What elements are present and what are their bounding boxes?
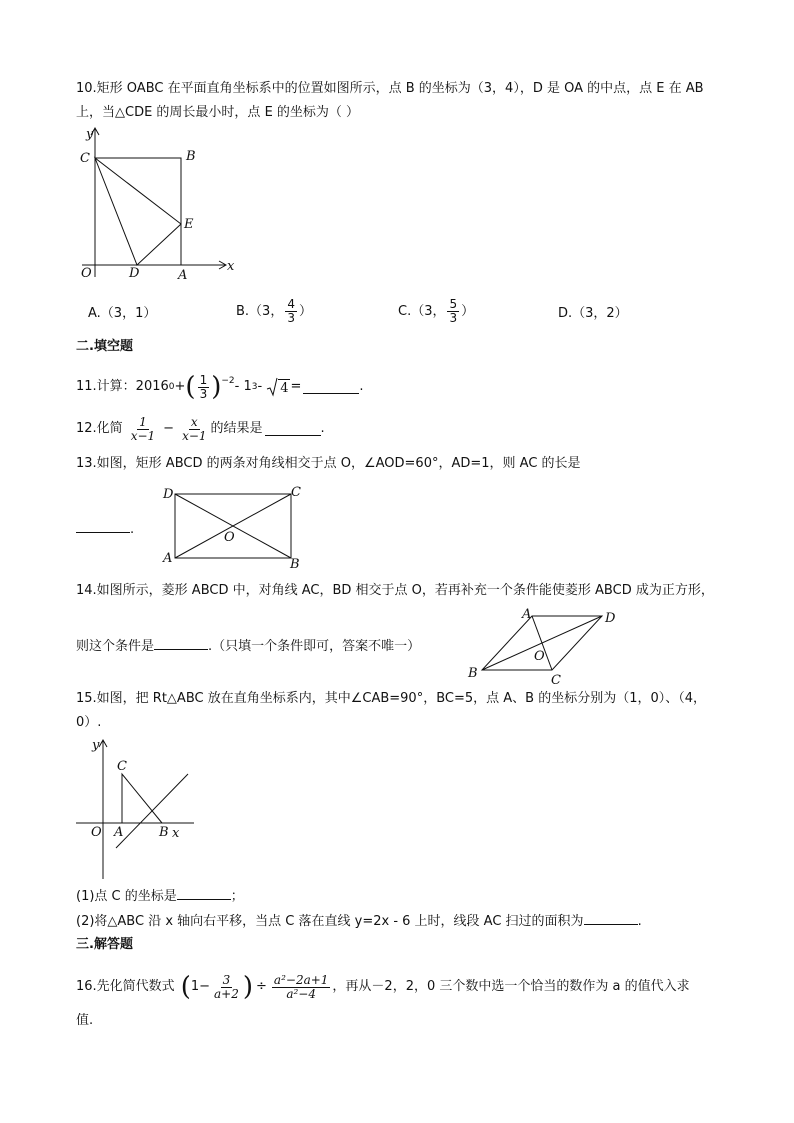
q10-label-y: y [86,127,94,142]
q15-sub1-prefix: (1)点 C 的坐标是 [76,889,177,904]
q10-triangle-cde [95,158,181,265]
q12-line [76,414,325,444]
q16-f1-den: a+2 [214,986,239,1001]
q11-minus2: - [257,379,263,394]
q14-line2-suffix: .（只填一个条件即可，答案不唯一） [208,639,421,654]
q10-option-c-prefix: C.（3， [398,304,446,319]
q10-option-c[interactable] [398,298,474,325]
q12-suffix: 的结果是 [210,421,263,436]
q14-label-D: D [605,611,616,626]
q13-answer-line [76,520,134,539]
q10-option-b[interactable] [236,298,312,325]
q13-label-A: A [163,551,173,566]
q10-option-c-suffix: ） [461,304,475,319]
q13-figure [158,482,308,572]
q16-f2-num: a²−2a+1 [273,972,329,987]
q14-figure [462,604,622,686]
q16-f1-num: 3 [222,972,231,987]
q14-line2-prefix: 则这个条件是 [76,639,155,654]
q10-text-line2: 上，当△CDE 的周长最小时，点 E 的坐标为（ ） [76,105,360,120]
q15-triangle-abc [122,774,162,823]
q15-label-y: y [92,738,100,753]
q15-sub1-suffix: ； [230,889,244,904]
q16-left-paren: ( [180,972,191,1002]
q12-f2-num: x [190,414,198,429]
q14-label-O: O [534,649,545,664]
q12-answer-blank[interactable] [265,423,321,436]
q11-frac-den: 3 [199,386,208,401]
q15-figure [74,734,204,884]
q12-prefix: 12.化简 [76,421,123,436]
q14-text-line1: 14.如图所示，菱形 ABCD 中，对角线 AC，BD 相交于点 O，若再补充一个条件能使菱形 ABCD 成为正方形， [76,583,714,598]
q10-option-c-fraction [447,298,459,325]
q13-text: 13.如图，矩形 ABCD 的两条对角线相交于点 O，∠AOD=60°，AD=1，则 AC 的长是 [76,456,581,471]
q10-label-O: O [81,266,92,281]
q10-option-a[interactable]: A.（3，1） [88,306,157,321]
q13-answer-blank[interactable] [76,520,130,533]
q10-text-line1: 10.矩形 OABC 在平面直角坐标系中的位置如图所示，点 B 的坐标为（3，4），D 是 OA 的中点，点 E 在 AB [76,81,704,96]
q15-sub2-suffix: . [637,914,642,929]
q12-f1-num: 1 [139,414,147,429]
q10-option-b-fraction [285,298,297,325]
q10-label-D: D [129,266,140,281]
q10-label-C: C [80,151,90,166]
q10-label-A: A [178,268,188,283]
q15-sub1-answer-blank[interactable] [177,887,231,900]
section-fill-in-blank-heading: 二.填空题 [76,339,133,354]
q12-minus: − [163,421,175,436]
q14-label-A: A [522,607,532,622]
q11-exp0: 0 [168,382,175,392]
q15-sub2-prefix: (2)将△ABC 沿 x 轴向右平移，当点 C 落在直线 y=2x - 6 上时，线段 AC 扫过的面积为 [76,914,584,929]
q11-exp-neg2: −2 [221,376,235,386]
q10-option-c-num: 5 [449,297,458,311]
q15-label-A: A [114,825,124,840]
q12-f2-den: x−1 [182,428,207,443]
q15-label-C: C [117,759,127,774]
q16-fraction-2 [272,974,331,1001]
q11-sqrt-value: 4 [280,380,289,396]
section-solve-heading: 三.解答题 [76,937,133,952]
q14-answer-blank[interactable] [154,637,208,650]
q15-text-line1: 15.如图，把 Rt△ABC 放在直角坐标系内，其中∠CAB=90°，BC=5，点 A、B 的坐标分别为（1，0）、（4， [76,691,707,706]
q10-label-E: E [184,217,194,232]
q11-minus1: - 1 [234,379,252,394]
q12-fraction-1 [129,416,157,443]
q10-figure [74,124,244,284]
q12-period: . [320,421,325,436]
q16-fraction-1 [212,974,241,1001]
q10-label-B: B [186,149,196,164]
q15-sub2 [76,912,642,931]
q15-sub2-answer-blank[interactable] [584,912,638,925]
q16-f2-den: a²−4 [286,986,316,1001]
q10-option-b-num: 4 [287,297,295,311]
q10-option-b-prefix: B.（3， [236,304,284,319]
q10-option-b-den: 3 [287,311,295,325]
q15-label-O: O [91,825,102,840]
sqrt-icon [266,377,278,397]
q14-label-B: B [468,666,478,681]
q12-fraction-2 [180,416,208,443]
q16-prefix: 16.先化简代数式 [76,979,175,994]
q11-plus: + [174,379,186,394]
q16-right-paren: ) [242,972,254,1002]
q13-label-C: C [291,485,301,500]
q16-one-minus: 1− [190,979,211,994]
q13-label-D: D [163,487,174,502]
q10-option-d[interactable]: D.（3，2） [558,306,628,321]
q15-sub1 [76,887,244,906]
q14-text-line2 [76,637,420,656]
q10-option-b-suffix: ） [298,304,312,319]
q11-period: . [359,379,364,394]
q13-end: . [130,522,135,537]
q10-label-x: x [227,259,235,274]
q11-answer-blank[interactable] [303,381,359,394]
q11-right-paren: ) [211,372,222,402]
q11-equals: = [290,379,302,394]
q11-exp3: 3 [251,382,258,392]
q16-line2: 值. [76,1013,94,1028]
q13-label-O: O [224,530,235,545]
q11-prefix: 11.计算：2016 [76,379,169,394]
q11-frac-num: 1 [199,372,208,387]
q11-left-paren: ( [185,372,196,402]
q16-suffix: ，再从－2，2，0 三个数中选一个恰当的数作为 a 的值代入求 [332,979,690,994]
q10-rectangle [95,158,181,265]
q14-label-C: C [551,673,561,686]
q13-label-B: B [290,557,300,572]
q10-option-c-den: 3 [449,311,458,325]
q11-line [76,372,364,402]
q11-fraction [198,374,210,401]
q15-label-B: B [159,825,169,840]
q12-f1-den: x−1 [130,428,156,443]
q15-label-x: x [172,826,180,841]
q15-text-line2: 0）. [76,715,102,730]
q16-div: ÷ [256,979,267,994]
q16-line1 [76,972,690,1002]
